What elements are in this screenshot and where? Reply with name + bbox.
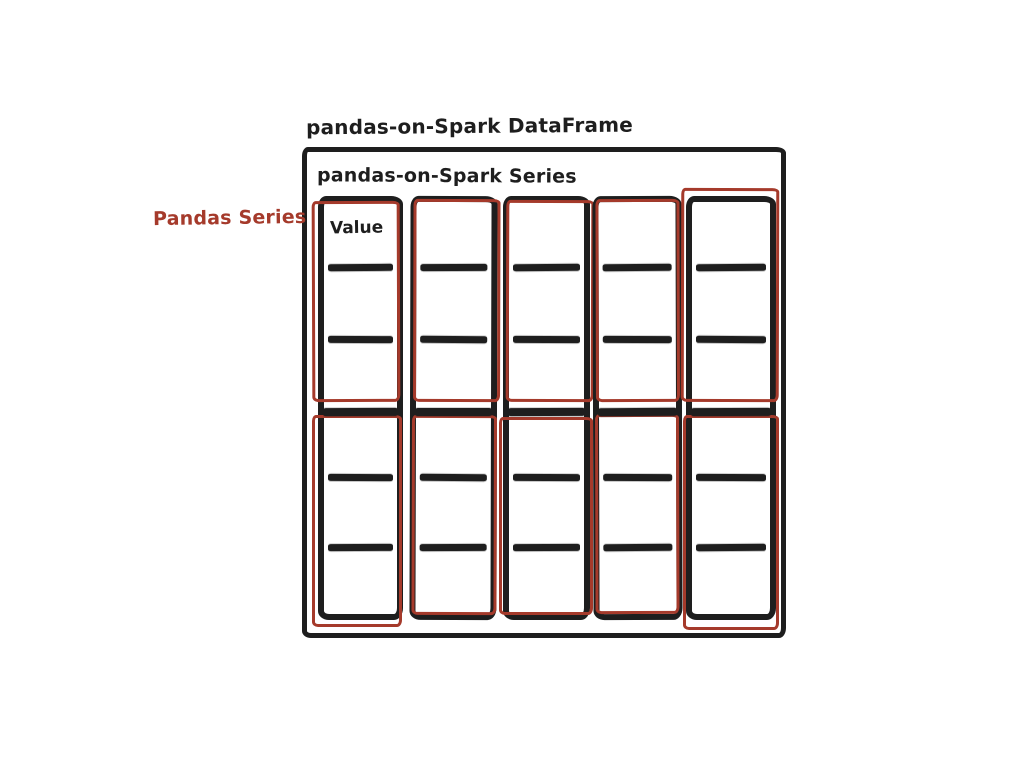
data-row-dash	[328, 336, 393, 343]
pandas-series-label: Pandas Series	[152, 205, 307, 231]
pandas-series-box-top	[595, 199, 680, 402]
pandas-series-box-top	[681, 188, 780, 402]
series-column-5	[686, 196, 776, 620]
pandas-series-box-bottom	[683, 415, 779, 630]
data-row-dash	[328, 474, 393, 481]
data-row-dash	[696, 336, 766, 343]
data-row-dash	[328, 544, 393, 551]
data-row-dash	[513, 544, 580, 551]
dataframe-title: pandas-on-Spark DataFrame	[305, 112, 634, 140]
data-row-dash	[420, 544, 487, 551]
data-row-dash	[513, 264, 580, 271]
data-row-dash	[420, 336, 487, 344]
data-row-dash	[696, 264, 766, 271]
data-row-dash	[696, 474, 766, 481]
data-row-dash	[696, 544, 766, 551]
partition-split-dash	[323, 408, 398, 416]
pandas-series-box-bottom	[312, 415, 402, 627]
series-column-4	[592, 196, 682, 620]
pandas-series-box-top	[506, 200, 595, 402]
series-column-3	[503, 196, 590, 620]
data-row-dash	[603, 336, 672, 343]
data-row-dash	[328, 264, 393, 271]
pandas-on-spark-series-label: pandas-on-Spark Series	[316, 164, 577, 188]
series-column-1	[318, 196, 403, 620]
partition-split-dash	[691, 408, 771, 416]
data-row-dash	[513, 474, 580, 481]
pandas-series-box-top	[413, 199, 501, 402]
series-column-2	[409, 196, 497, 620]
pandas-series-box-bottom	[411, 415, 497, 615]
value-label: Value	[329, 217, 384, 239]
partition-split-dash	[598, 408, 677, 417]
partition-split-dash	[508, 408, 585, 416]
data-row-dash	[603, 264, 672, 272]
pandas-series-box-bottom	[595, 414, 680, 614]
data-row-dash	[420, 264, 487, 271]
data-row-dash	[513, 336, 580, 343]
pandas-series-box-bottom	[499, 417, 593, 615]
data-row-dash	[603, 544, 672, 552]
partition-split-dash	[415, 408, 492, 416]
data-row-dash	[420, 474, 487, 482]
data-row-dash	[603, 474, 672, 481]
